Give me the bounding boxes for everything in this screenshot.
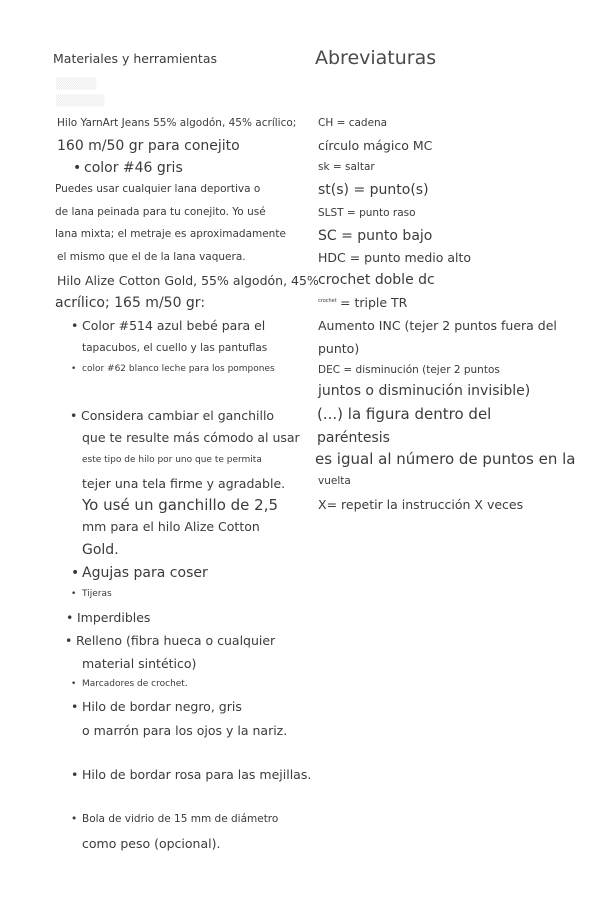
abbr-line: vuelta: [318, 475, 351, 487]
line: tejer una tela firme y agradable.: [82, 476, 286, 491]
line: lana mixta; el metraje es aproximadamente: [55, 228, 286, 240]
line: el mismo que el de la lana vaquera.: [57, 251, 246, 263]
bullet-item: • Bola de vidrio de 15 mm de diámetro: [82, 813, 278, 825]
abbr-line: = triple TR: [340, 295, 408, 310]
abbr-line: HDC = punto medio alto: [318, 250, 472, 265]
abbr-line: X= repetir la instrucción X veces: [318, 497, 524, 512]
line: que te resulte más cómodo al usar: [82, 430, 300, 445]
bullet-item: • Color #514 azul bebé para el: [82, 318, 265, 333]
line: de lana peinada para tu conejito. Yo usé: [55, 206, 266, 218]
abbr-line: st(s) = punto(s): [318, 182, 429, 198]
ghost-text: ▒▒▒▒▒: [56, 78, 97, 90]
bullet-item: • Imperdibles: [77, 610, 150, 625]
abbr-line: Aumento INC (tejer 2 puntos fuera del: [318, 318, 557, 333]
abbr-line: sk = saltar: [318, 161, 375, 173]
abbr-line: juntos o disminución invisible): [318, 383, 531, 399]
line: Yo usé un ganchillo de 2,5: [82, 496, 279, 514]
abbr-line: SLST = punto raso: [318, 207, 416, 219]
abbr-line: DEC = disminución (tejer 2 puntos: [318, 364, 500, 376]
ghost-text: ▒▒▒▒▒▒: [56, 95, 105, 107]
abbr-line: crochet doble dc: [318, 272, 435, 288]
bullet-item: • Tijeras: [82, 589, 112, 599]
abbr-line: (...) la figura dentro del: [317, 405, 492, 423]
abbr-line: es igual al número de puntos en la: [315, 450, 576, 468]
line: o marrón para los ojos y la nariz.: [82, 723, 288, 738]
materials-heading: Materiales y herramientas: [53, 51, 217, 66]
abbr-line: punto): [318, 341, 360, 356]
line: tapacubos, el cuello y las pantuflas: [82, 342, 268, 354]
bullet-item: • Hilo de bordar negro, gris: [82, 699, 242, 714]
bullet-item: • color #62 blanco leche para los pompones: [82, 364, 275, 374]
line: Puedes usar cualquier lana deportiva o: [55, 183, 261, 195]
abbreviations-heading: Abreviaturas: [315, 47, 437, 69]
abbr-line: CH = cadena: [318, 117, 388, 129]
bullet-item: • color #46 gris: [84, 160, 183, 176]
bullet-item: • Marcadores de crochet.: [82, 679, 188, 689]
bullet-item: • Considera cambiar el ganchillo: [81, 408, 274, 423]
abbr-line: SC = punto bajo: [318, 228, 433, 244]
abbr-line: crochet: [318, 298, 337, 304]
line: 160 m/50 gr para conejito: [57, 138, 240, 154]
line: Gold.: [82, 542, 119, 558]
bullet-item: • Agujas para coser: [82, 565, 208, 581]
line: acrílico; 165 m/50 gr:: [55, 295, 206, 311]
abbr-line: círculo mágico MC: [318, 138, 433, 153]
line: material sintético): [82, 656, 197, 671]
bullet-item: • Relleno (fibra hueca o cualquier: [76, 633, 275, 648]
abbr-line: paréntesis: [317, 430, 390, 446]
line: Hilo YarnArt Jeans 55% algodón, 45% acrílico;: [57, 117, 297, 129]
line: Hilo Alize Cotton Gold, 55% algodón, 45%: [57, 273, 319, 288]
bullet-item: • Hilo de bordar rosa para las mejillas.: [82, 767, 311, 782]
line: este tipo de hilo por uno que te permita: [82, 455, 262, 465]
line: como peso (opcional).: [82, 836, 221, 851]
line: mm para el hilo Alize Cotton: [82, 519, 260, 534]
